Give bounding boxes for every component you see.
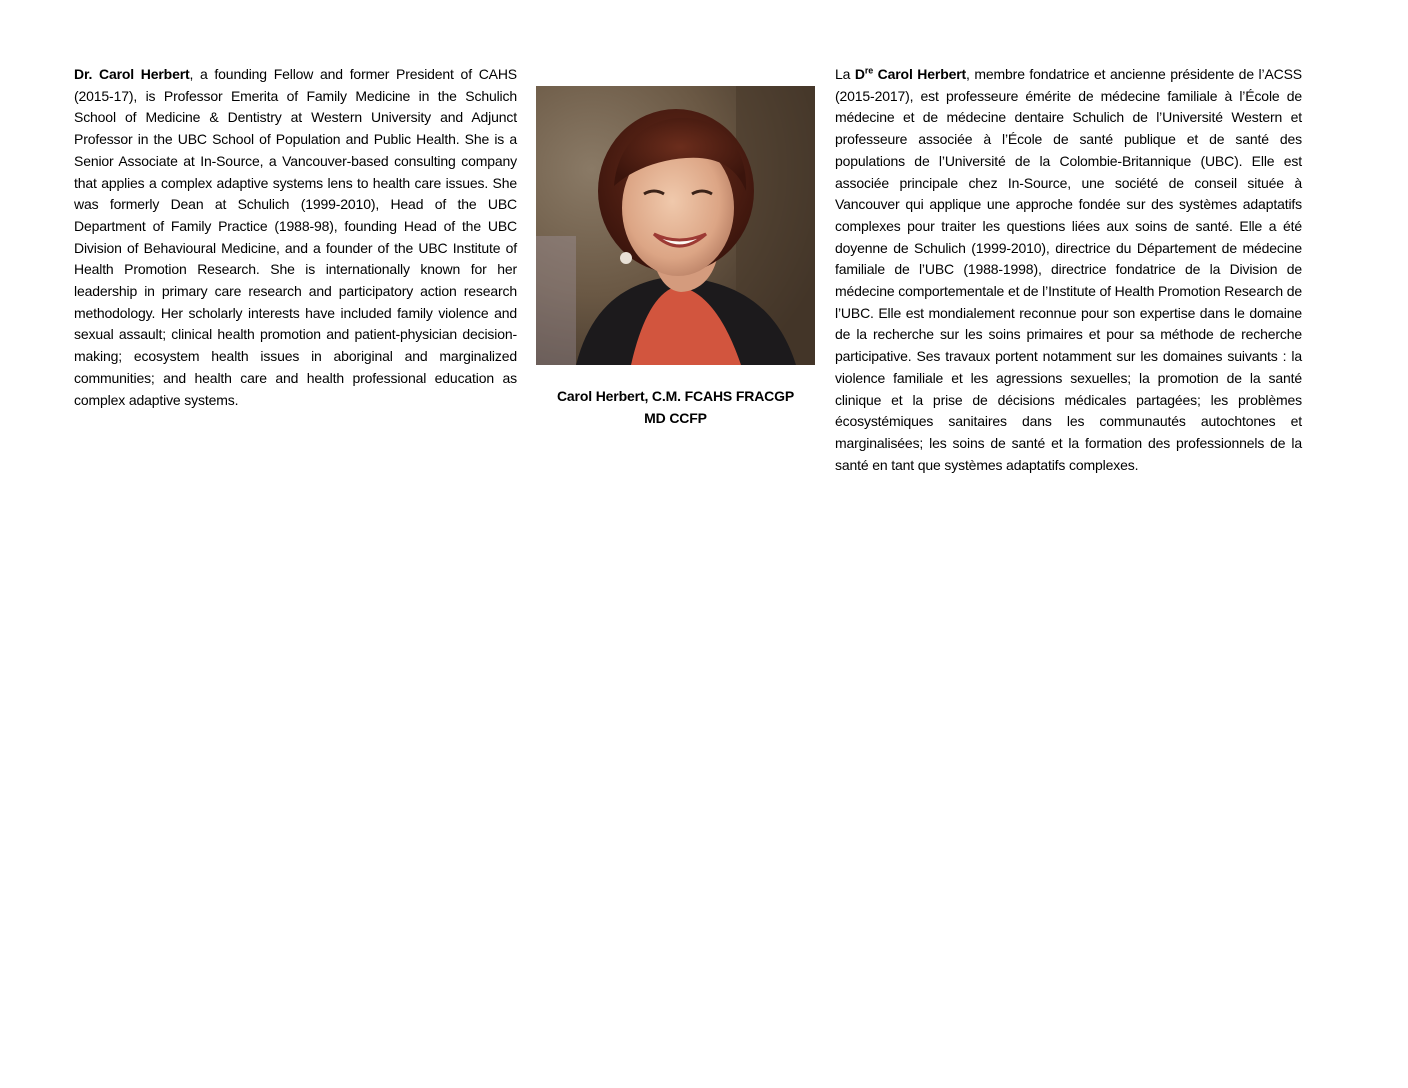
french-bio-title: D xyxy=(854,66,865,82)
english-bio-name: Dr. Carol Herbert xyxy=(74,66,190,82)
french-bio-prefix: La xyxy=(835,66,855,82)
english-bio-paragraph xyxy=(74,64,517,411)
french-bio-paragraph xyxy=(835,64,1302,476)
french-bio-name: Carol Herbert xyxy=(873,66,967,82)
portrait-photo xyxy=(536,86,815,365)
caption-line-1: Carol Herbert, C.M. FCAHS FRACGP xyxy=(556,388,795,404)
caption-line-2: MD CCFP xyxy=(644,409,707,426)
french-bio-title-sup: re xyxy=(864,65,874,76)
photo-caption xyxy=(536,386,815,429)
english-bio-text: , a founding Fellow and former President of CAHS (2015-17), is Professor Emerita of Family Medicine in the Schulich School of Medicine & Dentistry at Western University and Adjunct Professor in the UBC School of Population and Public Health. She is a Senior Associate at In-Source, a Vancouver-based consulting company that applies a complex adaptive systems lens to health care issues. She was formerly Dean at Schulich (1999-2010), Head of the UBC Department of Family Practice (1988-98), founding Head of the UBC Division of Behavioural Medicine, and a founder of the UBC Institute of Health Promotion Research. She is internationally known for her leadership in primary care research and participatory action research methodology. Her scholarly interests have included family violence and sexual assault; clinical health promotion and patient-physician decision-making; ecosystem health issues in aboriginal and marginalized communities; and health care and health professional education as complex adaptive systems. xyxy=(74,66,517,408)
french-bio-text: , membre fondatrice et ancienne présidente de l’ACSS (2015-2017), est professeure émérite de médecine familiale à l’École de médecine et de médecine dentaire Schulich de l’Université Western et professeure associée à l’École de santé publique et de santé des populations de l’Université de la Colombie-Britannique (UBC). Elle est associée principale chez In-Source, une société de conseil située à Vancouver qui applique une approche fondée sur des systèmes adaptatifs complexes pour traiter les questions liées aux soins de santé. Elle a été doyenne de Schulich (1999-2010), directrice du Département de médecine familiale de l’UBC (1988-1998), directrice fondatrice de la Division de médecine comportementale et de l’Institute of Health Promotion Research de l’UBC. Elle est mondialement reconnue pour son expertise dans le domaine de la recherche sur les soins primaires et pour sa méthode de recherche participative. Ses travaux portent notamment sur les domaines suivants : la violence familiale et les agressions sexuelles; la promotion de la santé clinique et la prise de décisions médicales partagées; les problèmes écosystémiques sanitaires dans les communautés autochtones et marginalisées; les soins de santé et la formation des professionnels de la santé en tant que systèmes adaptatifs complexes. xyxy=(835,66,1302,473)
